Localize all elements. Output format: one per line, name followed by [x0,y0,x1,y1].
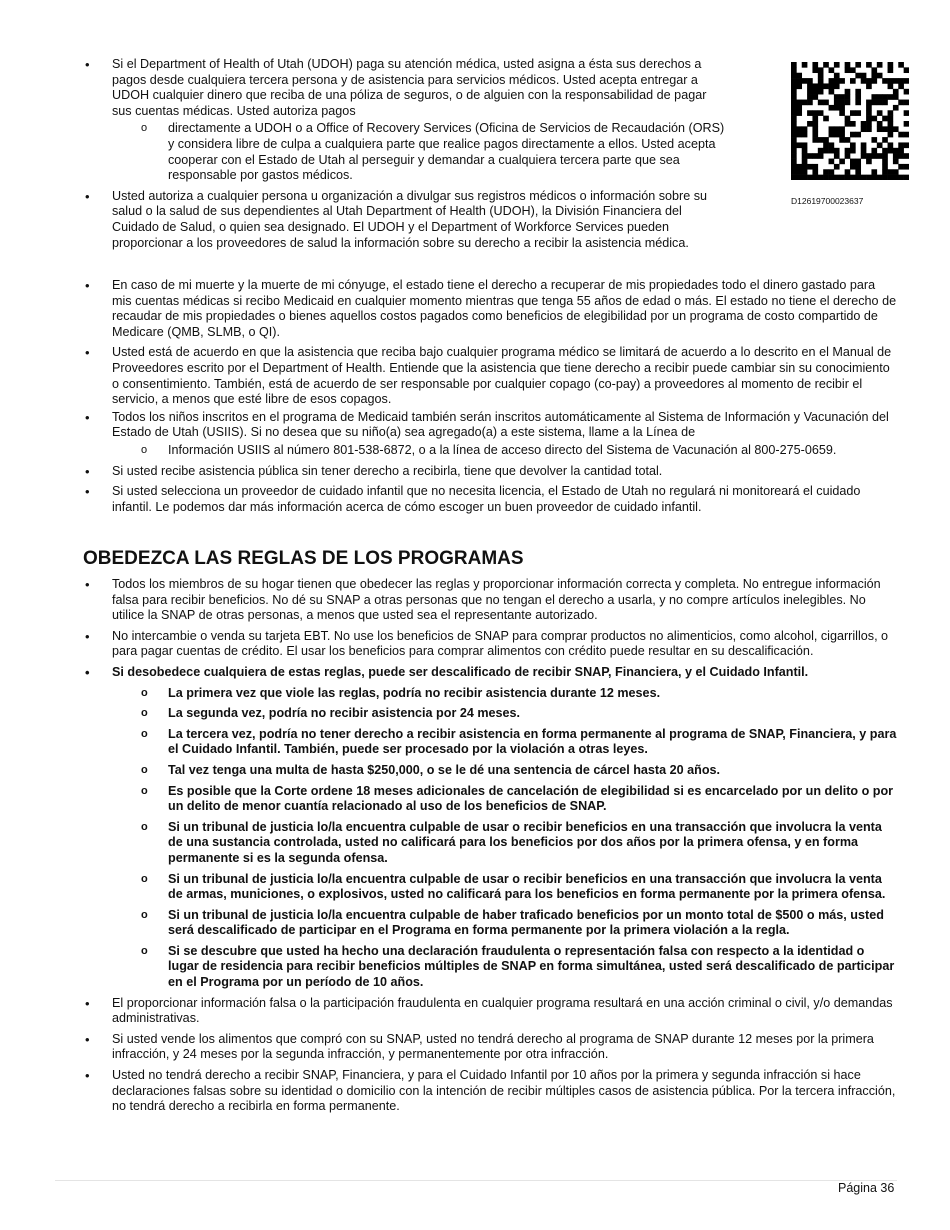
penalty-item: o Si un tribunal de justicia lo/la encuentra culpable de haber traficado beneficios por un monto total de $500 o más, usted será descalificado de participar en el Programa en forma permanente por la primera violación a la regla. [168,908,897,939]
penalty-item: o Es posible que la Corte ordene 18 meses adicionales de cancelación de elegibilidad si es encarcelado por un delito o por un delito de menor cuantía relacionado al uso de los beneficios de SNAP. [168,784,897,815]
penalty-item: o Tal vez tenga una multa de hasta $250,000, o se le dé una sentencia de cárcel hasta 20 años. [168,763,897,779]
penalty-item: o La segunda vez, podría no recibir asistencia por 24 meses. [168,706,897,722]
penalty-item: o La tercera vez, podría no tener derecho a recibir asistencia en forma permanente al programa de SNAP, Financiera, y para el Cuidado Infantil. También, puede ser procesado por la violación a otras leyes. [168,727,897,758]
list-item: • En caso de mi muerte y la muerte de mi cónyuge, el estado tiene el derecho a recuperar de mis propiedades todo el dinero gastado para mis cuentas médicas si recibo Medicaid en cualquier momento mientras que tenga 55 años de edad o más. El estado no tiene el derecho de recaudar de mis propiedades o bienes aquellos costos pagados como beneficios de elegibilidad por un programa de costo compartido de Medicare (QMB, SLMB, o QI). [112,278,897,340]
penalty-item: o Si un tribunal de justicia lo/la encuentra culpable de usar o recibir beneficios en una transacción que involucra la venta de una sustancia controlada, usted no calificará para los beneficios por dos años por la primera ofensa, y en forma permanente si es la segunda ofensa. [168,820,897,867]
penalties-list [112,686,897,991]
datamatrix-barcode [791,62,909,180]
document-code: D12619700023637 [791,196,864,206]
list-item: • Todos los niños inscritos en el programa de Medicaid también serán inscritos automáticamente al Sistema de Información y Vacunación del Estado de Utah (USIIS). Si no desea que su niño(a) sea agregado(a) a este sistema, llame a la Línea de o Información USIIS al número 801-538-6872, o a la línea de acceso directo del Sistema de Vacunación al 800-275-0659. [112,410,897,459]
list-item: • El proporcionar información falsa o la participación fraudulenta en cualquier programa resultará en una acción criminal o civil, y/o demandas administrativas. [112,996,897,1027]
page-number: Página 36 [838,1181,895,1195]
list-item: • Si el Department of Health of Utah (UDOH) paga su atención médica, usted asigna a ésta sus derechos a pagos desde cualquiera tercera persona y de asistencia para servicios médicos. Usted acepta entregar a UDOH cualquier dinero que reciba de una póliza de seguros, o de alguien con la responsabilidad de pagar sus cuentas médicas. Usted autoriza pagos o directamente a UDOH o a Office of Recovery Services (Oficina de Servicios de Recaudación (ORS) y considera libre de culpa a cualquiera parte que realice pagos directamente a ellos. Usted acepta cooperar con el Estado de Utah al perseguir y demandar a cualquiera tercera parte que sea responsable por gastos médicos. [112,57,727,184]
sub-list-item: o Información USIIS al número 801-538-6872, o a la línea de acceso directo del Sistema de Vacunación al 800-275-0659. [168,443,897,459]
footer-divider [55,1180,897,1181]
section-heading: OBEDEZCA LAS REGLAS DE LOS PROGRAMAS [83,548,524,569]
medical-rights-list [112,57,727,251]
list-item: • Todos los miembros de su hogar tienen que obedecer las reglas y proporcionar información correcta y completa. No entregue información falsa para recibir beneficios. No dé su SNAP a otras personas que no tengan el derecho a usarla, y no compre artículos inelegibles. No utilice la SNAP de otras personas, a menos que usted sea el representante autorizado. [112,577,897,624]
list-item: • Si usted vende los alimentos que compró con su SNAP, usted no tendrá derecho al programa de SNAP durante 12 meses por la primera infracción, y 24 meses por la segunda infracción, y permanentemente por otra infracción. [112,1032,897,1063]
list-item: • No intercambie o venda su tarjeta EBT. No use los beneficios de SNAP para comprar productos no alimenticios, como alcohol, cigarrillos, o para pagar cuentas de crédito. El usar los beneficios para comprar alimentos con crédito puede resultar en su descalificación. [112,629,897,660]
list-item: • Si usted recibe asistencia pública sin tener derecho a recibirla, tiene que devolver la cantidad total. [112,464,897,480]
list-item: • Si desobedece cualquiera de estas reglas, puede ser descalificado de recibir SNAP, Financiera, y el Cuidado Infantil. o La primera vez que viole las reglas, podría no recibir asistencia durante 12 meses. o La segunda vez, podría no recibir asistencia por 24 meses. o La tercera vez, podría no tener derecho a recibir asistencia en forma permanente al programa de SNAP, Financiera, y para el Cuidado Infantil. También, puede ser procesado por la violación a otras leyes. o Tal vez tenga una multa de hasta $250,000, o se le dé una sentencia de cárcel hasta 20 años. o Es posible que la Corte ordene 18 meses adicionales de cancelación de elegibilidad si es encarcelado por un delito o por un delito de menor cuantía relacionado al uso de los beneficios de SNAP. o Si un tribunal de justicia lo/la encuentra culpable de usar o recibir beneficios en una transacción que involucra la venta de una sustancia controlada, usted no calificará para los beneficios por dos años por la primera ofensa, y en forma permanente si es la segunda ofensa. o Si un tribunal de justicia lo/la encuentra culpable de usar o recibir beneficios en una transacción que involucra la venta de armas, municiones, o explosivos, usted no calificará para los beneficios en forma permanente por la primera ofensa. o Si un tribunal de justicia lo/la encuentra culpable de haber traficado beneficios por un monto total de $500 o más, usted será descalificado de participar en el Programa en forma permanente por la primera violación a la regla. o Si se descubre que usted ha hecho una declaración fraudulenta o representación falsa con respecto a la identidad o lugar de residencia para recibir beneficios múltiples de SNAP en forma simultánea, usted será descalificado de participar en el Programa por un período de 10 años. [112,665,897,991]
penalty-item: o Si se descubre que usted ha hecho una declaración fraudulenta o representación falsa con respecto a la identidad o lugar de residencia para recibir beneficios múltiples de SNAP en forma simultánea, usted será descalificado de participar en el Programa por un período de 10 años. [168,944,897,991]
list-item: • Usted no tendrá derecho a recibir SNAP, Financiera, y para el Cuidado Infantil por 10 años por la primera y segunda infracción si hace declaraciones falsas sobre su identidad o domicilio con la intención de recibir múltiples casos de asistencia pública. Por la tercera infracción, no tendrá derecho a recibirla en forma permanente. [112,1068,897,1115]
penalty-item: o La primera vez que viole las reglas, podría no recibir asistencia durante 12 meses. [168,686,897,702]
list-item: • Usted está de acuerdo en que la asistencia que reciba bajo cualquier programa médico se limitará de acuerdo a lo descrito en el Manual de Proveedores escrito por el Department of Health. Entiende que la asistencia que tiene derecho a recibir puede cambiar sin su conocimiento o consentimiento. También, está de acuerdo de ser responsable por cualquier copago (co-pay) a proveedores al momento de recibir el servicio, a menos que esté libre de esos copagos. [112,345,897,407]
rules-list [112,577,897,1115]
conditions-list [112,278,897,515]
sub-list-item: o directamente a UDOH o a Office of Recovery Services (Oficina de Servicios de Recaudación (ORS) y considera libre de culpa a cualquiera parte que realice pagos directamente a ellos. Usted acepta cooperar con el Estado de Utah al perseguir y demandar a cualquiera tercera parte que sea responsable por gastos médicos. [168,121,727,183]
list-item: • Si usted selecciona un proveedor de cuidado infantil que no necesita licencia, el Estado de Utah no regulará ni monitoreará el cuidado infantil. Le podemos dar más información acerca de cómo escoger un buen proveedor de cuidado infantil. [112,484,897,515]
list-item: • Usted autoriza a cualquier persona u organización a divulgar sus registros médicos o información sobre su salud o la salud de sus dependientes al Utah Department of Health (UDOH), la División Financiera del Cuidado de Salud, o quien sea designado. El UDOH y el Department of Workforce Services pueden proporcionar a los proveedores de salud la información sobre su derecho a recibir la asistencia médica. [112,189,727,251]
penalty-item: o Si un tribunal de justicia lo/la encuentra culpable de usar o recibir beneficios en una transacción que involucra la venta de armas, municiones, o explosivos, usted no calificará para los beneficios en forma permanente por la primera ofensa. [168,872,897,903]
